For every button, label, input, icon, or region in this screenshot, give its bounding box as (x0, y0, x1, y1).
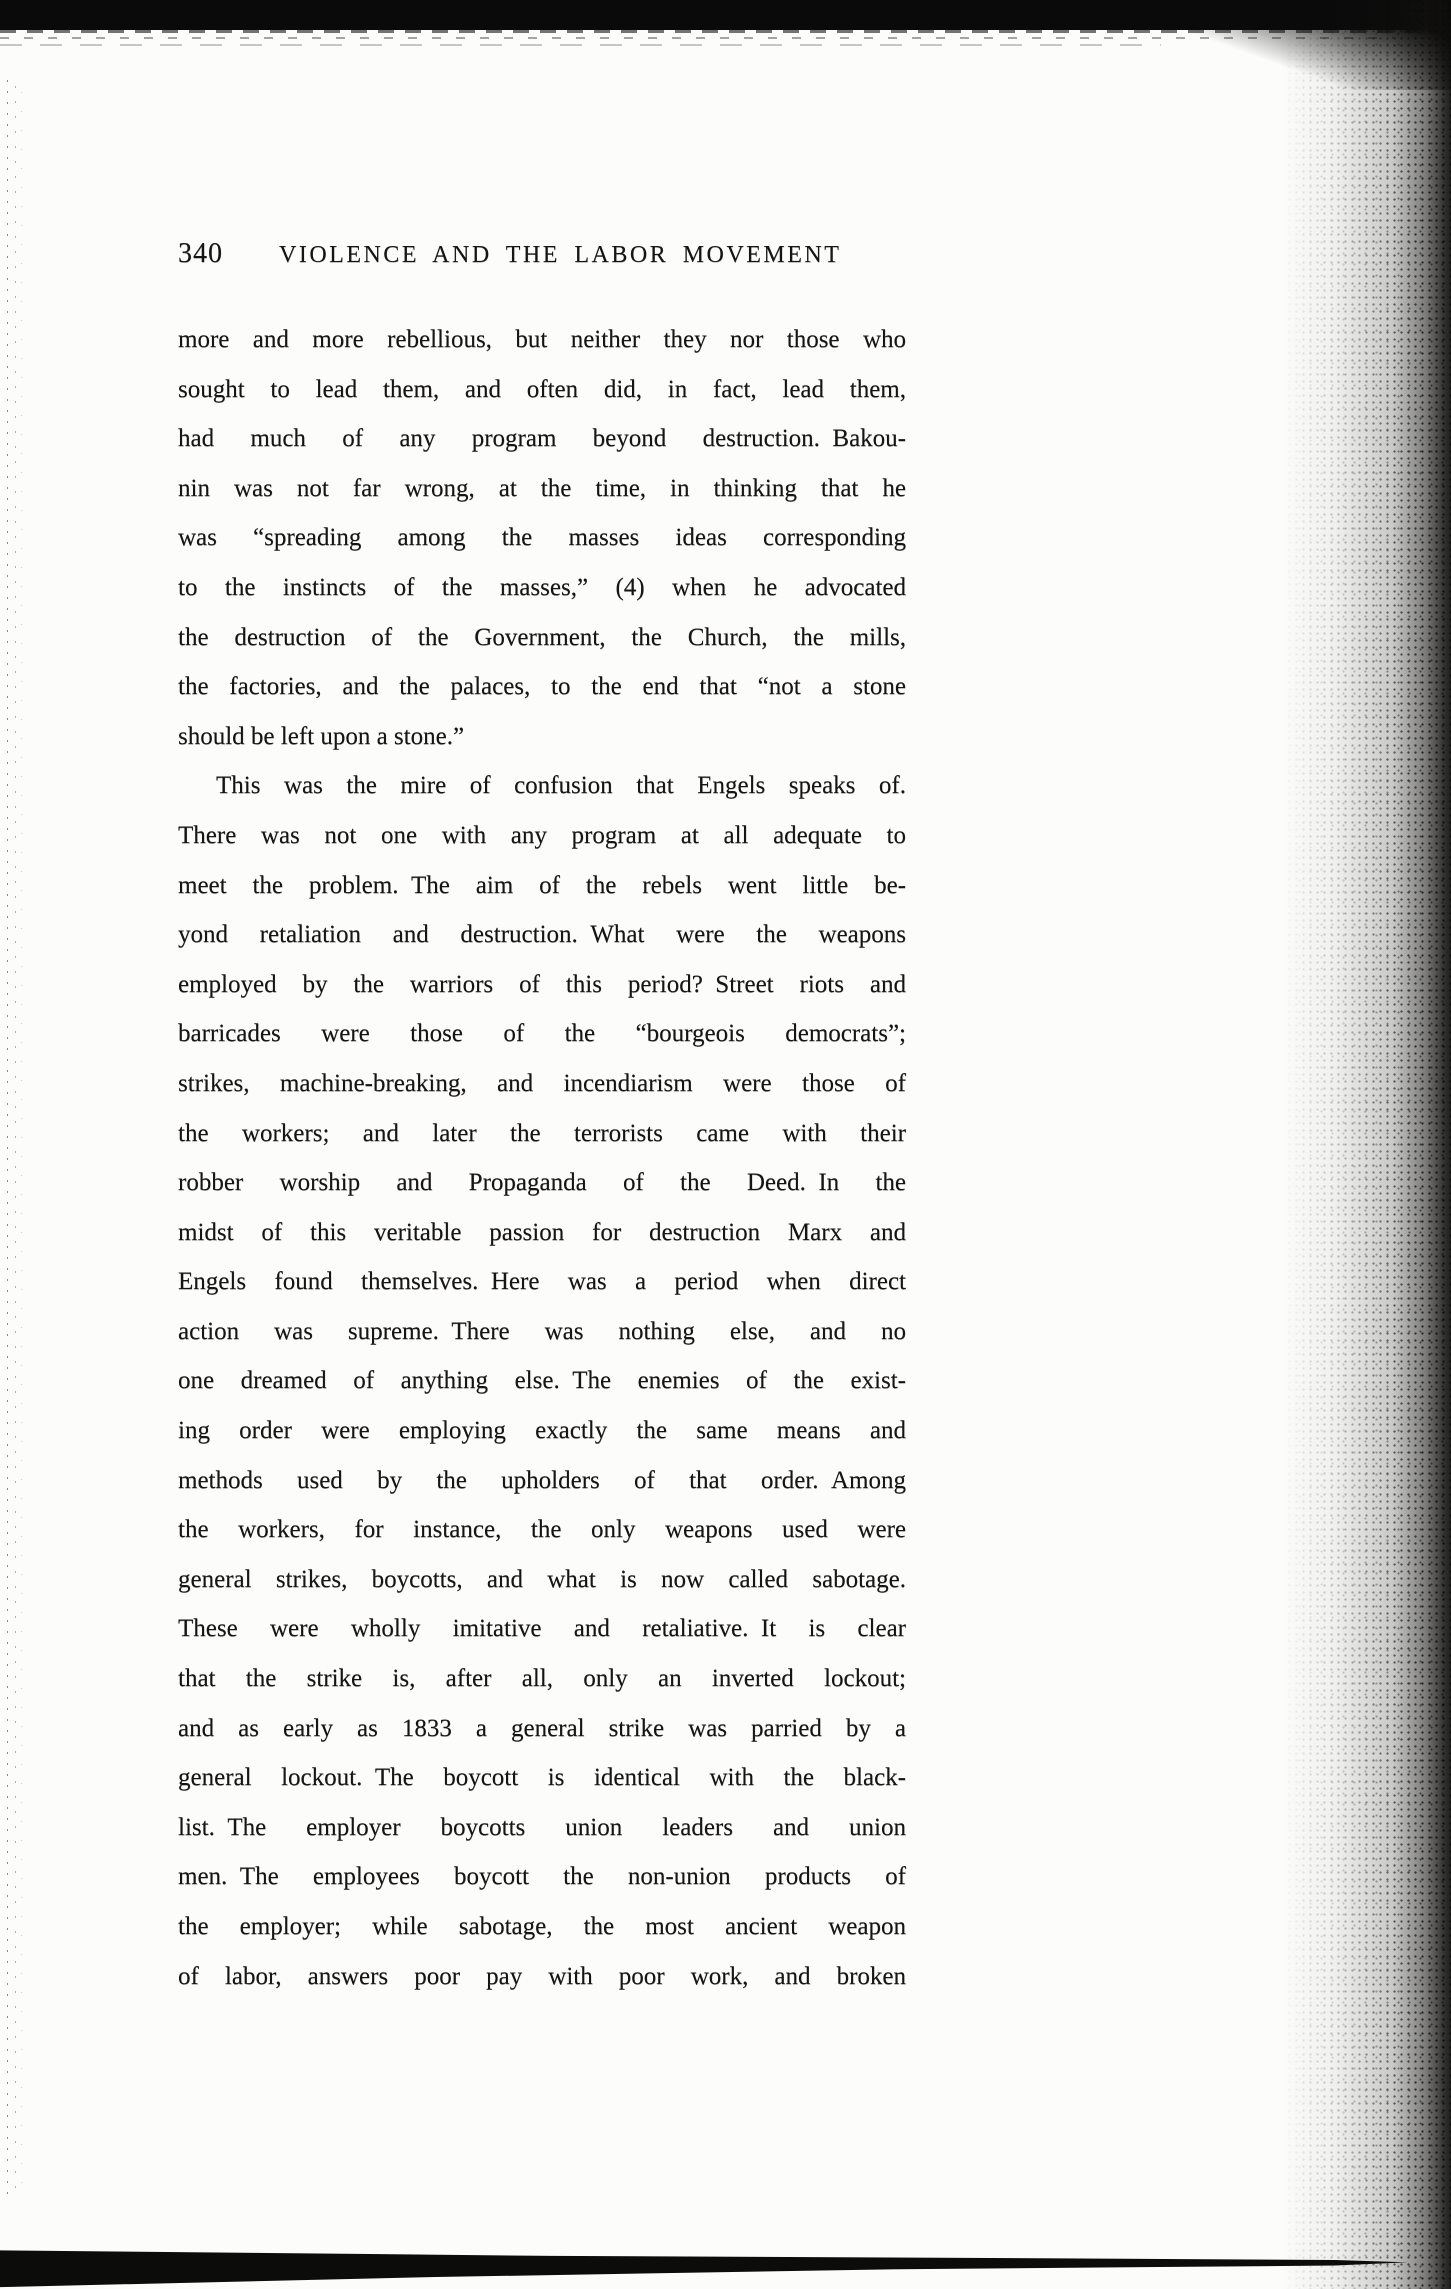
text-line: action was supreme. There was nothing else, and no (178, 1317, 906, 1345)
text-line: that the strike is, after all, only an inverted lockout; (178, 1665, 906, 1693)
running-header (178, 238, 906, 274)
text-line: general strikes, boycotts, and what is now called sabotage. (178, 1565, 906, 1593)
text-line: midst of this veritable passion for destruction Marx and (178, 1218, 906, 1246)
text-line: of labor, answers poor pay with poor work, and broken (178, 1962, 906, 1990)
text-line: had much of any program beyond destruction. Bakou- (178, 425, 906, 453)
text-line: methods used by the upholders of that order. Among (178, 1466, 906, 1494)
text-line: nin was not far wrong, at the time, in thinking that he (178, 474, 906, 502)
text-line: the workers, for instance, the only weapons used were (178, 1516, 906, 1544)
page-number: 340 (178, 238, 223, 269)
scan-artifact-bottom-bar (0, 2243, 1451, 2289)
text-line: the destruction of the Government, the Church, the mills, (178, 623, 906, 651)
text-line: ing order were employing exactly the same means and (178, 1417, 906, 1445)
scan-artifact-right-edge (1279, 0, 1451, 2289)
text-line: general lockout. The boycott is identical with the black- (178, 1764, 906, 1792)
scan-artifact-left-edge (4, 80, 24, 2199)
text-line: and as early as 1833 a general strike was parried by a (178, 1714, 906, 1742)
text-line: list. The employer boycotts union leaders and union (178, 1813, 906, 1841)
text-line: one dreamed of anything else. The enemies of the exist- (178, 1367, 906, 1395)
text-line: robber worship and Propaganda of the Deed. In the (178, 1169, 906, 1197)
text-line: barricades were those of the “bourgeois democrats”; (178, 1020, 906, 1048)
text-line: the employer; while sabotage, the most ancient weapon (178, 1913, 906, 1940)
text-line: There was not one with any program at all adequate to (178, 821, 906, 849)
body-text (178, 315, 906, 2001)
text-line: strikes, machine-breaking, and incendiarism were those of (178, 1069, 906, 1097)
text-line: These were wholly imitative and retaliative. It is clear (178, 1615, 906, 1643)
text-line: should be left upon a stone.” (178, 722, 465, 750)
text-line: meet the problem. The aim of the rebels went little be- (178, 871, 906, 899)
text-line: yond retaliation and destruction. What were the weapons (178, 921, 906, 949)
text-line: the factories, and the palaces, to the end that “not a stone (178, 673, 906, 701)
text-line: employed by the warriors of this period? Street riots and (178, 970, 906, 998)
text-line: the workers; and later the terrorists came with their (178, 1119, 906, 1147)
text-line: was “spreading among the masses ideas corresponding (178, 524, 906, 552)
text-line: more and more rebellious, but neither they nor those who (178, 326, 906, 353)
text-line: to the instincts of the masses,” (4) when he advocated (178, 573, 906, 601)
text-line: Engels found themselves. Here was a period when direct (178, 1268, 906, 1296)
text-line: sought to lead them, and often did, in fact, lead them, (178, 375, 906, 403)
running-head-title: VIOLENCE AND THE LABOR MOVEMENT (279, 242, 842, 268)
text-line: men. The employees boycott the non-union products of (178, 1863, 906, 1891)
text-line: This was the mire of confusion that Engels speaks of. (216, 772, 906, 800)
